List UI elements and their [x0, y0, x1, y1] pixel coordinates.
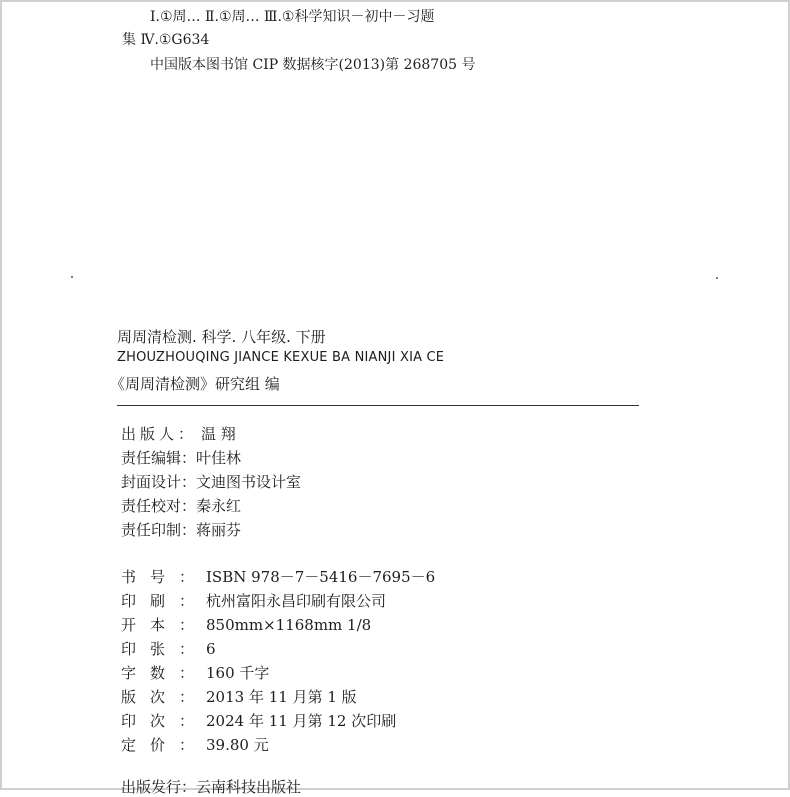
- scan-speck: [716, 277, 718, 279]
- publisher-cutoff-line: 出版发行：云南科技出版社: [121, 778, 302, 796]
- spec-row-format: [121, 614, 371, 635]
- book-title-cn: 周周清检测. 科学. 八年级. 下册: [117, 328, 326, 346]
- staff-value: 蒋丽芬: [196, 521, 242, 539]
- spec-value: 160 千字: [206, 664, 270, 682]
- spec-value: 39.80 元: [206, 736, 269, 754]
- book-editor-line: 《周周清检测》研究组 编: [110, 375, 280, 393]
- spec-label: 印张：: [121, 640, 194, 658]
- spec-row-sheets: [121, 638, 216, 659]
- staff-row-cover: [121, 471, 301, 492]
- cip-line-3: 中国版本图书馆 CIP 数据核字(2013)第 268705 号: [150, 57, 476, 73]
- staff-value: 叶佳林: [196, 449, 242, 467]
- spec-label: 印次：: [121, 712, 194, 730]
- spec-value: 6: [206, 640, 216, 658]
- staff-row-printing: [121, 519, 241, 540]
- staff-row-editor: [121, 447, 241, 468]
- staff-label: 封面设计：: [121, 473, 197, 491]
- staff-label: 责任编辑：: [121, 449, 197, 467]
- spec-label: 定价：: [121, 736, 194, 754]
- divider-line: [117, 405, 639, 406]
- staff-label: 责任印制：: [121, 521, 197, 539]
- staff-row-proofread: [121, 495, 241, 516]
- spec-label: 版次：: [121, 688, 194, 706]
- book-title-pinyin: ZHOUZHOUQING JIANCE KEXUE BA NIANJI XIA CE: [117, 350, 445, 365]
- spec-label: 书号：: [121, 568, 194, 586]
- spec-row-price: [121, 734, 269, 755]
- staff-value: 温 翔: [201, 425, 236, 443]
- spec-value: 850mm×1168mm 1/8: [206, 616, 372, 634]
- staff-value: 文迪图书设计室: [196, 473, 302, 491]
- staff-row-publisher: [121, 423, 236, 444]
- spec-value: 杭州富阳永昌印刷有限公司: [206, 592, 387, 610]
- spec-row-wordcount: [121, 662, 269, 683]
- cip-line-1: Ⅰ.①周… Ⅱ.①周… Ⅲ.①科学知识－初中－习题: [150, 9, 435, 25]
- spec-value: 2013 年 11 月第 1 版: [206, 688, 357, 706]
- spec-row-impression: [121, 710, 396, 731]
- cip-line-2: 集 Ⅳ.①G634: [122, 32, 210, 48]
- staff-value: 秦永红: [196, 497, 242, 515]
- spec-row-edition: [121, 686, 357, 707]
- spec-row-isbn: [121, 566, 435, 587]
- spec-label: 印刷：: [121, 592, 194, 610]
- staff-label: 责任校对：: [121, 497, 197, 515]
- scan-speck: [71, 276, 73, 278]
- spec-label: 开本：: [121, 616, 194, 634]
- spec-value: 2024 年 11 月第 12 次印刷: [206, 712, 397, 730]
- spec-label: 字数：: [121, 664, 194, 682]
- spec-value: ISBN 978－7－5416－7695－6: [206, 568, 436, 586]
- spec-row-printer: [121, 590, 386, 611]
- staff-label: 出版人：: [121, 425, 198, 443]
